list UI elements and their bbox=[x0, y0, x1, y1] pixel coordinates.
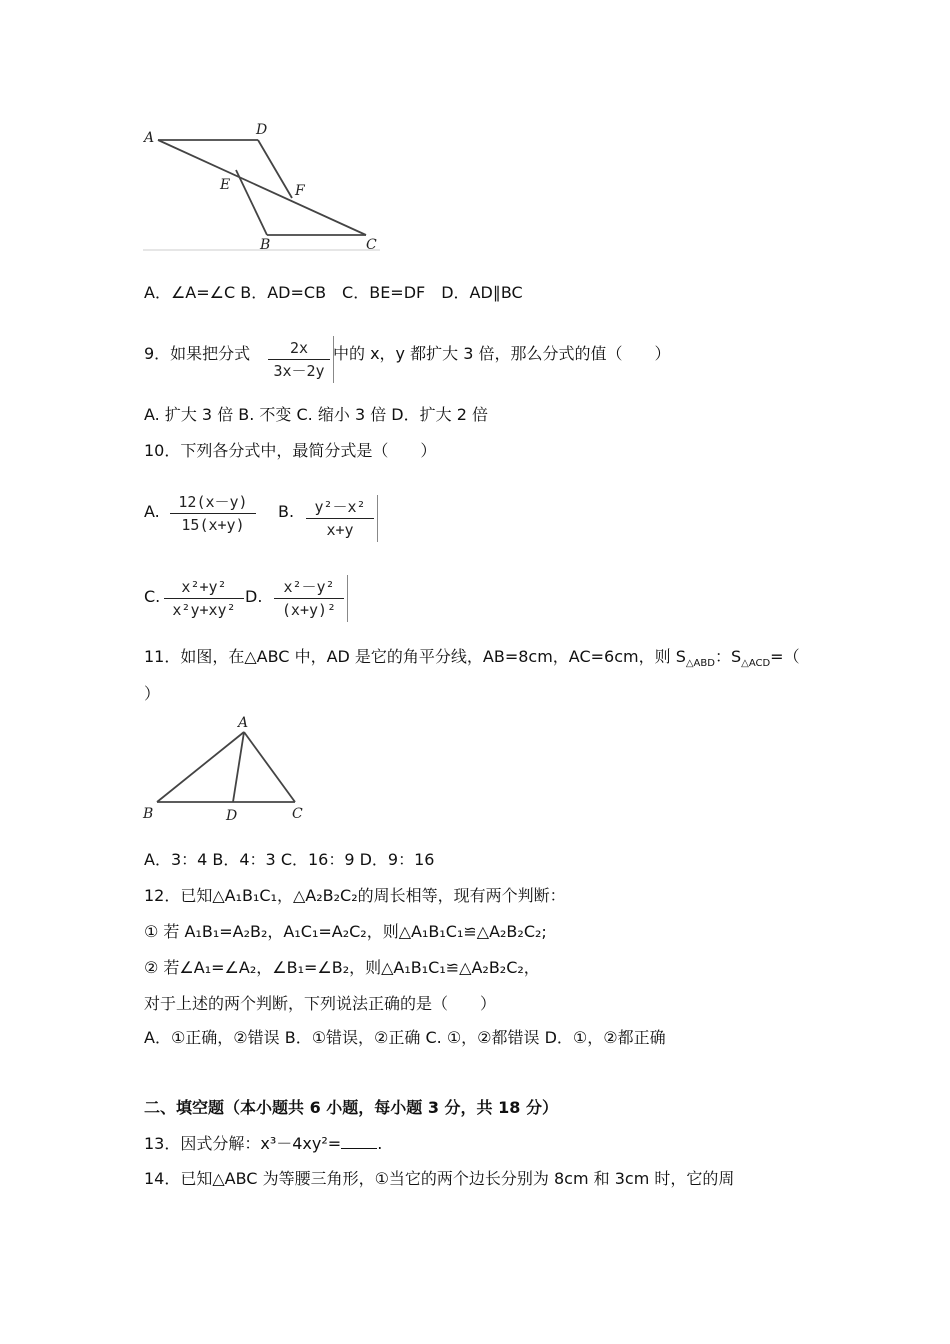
q9-stem-suffix: 中的 x，y 都扩大 3 倍，那么分式的值（ ） bbox=[333, 344, 671, 363]
label-a: A bbox=[238, 715, 249, 731]
q10-a-numerator: 12(x－y) bbox=[178, 493, 248, 511]
label-b: B bbox=[143, 806, 154, 822]
q11-options: A．3：4 B．4：3 C．16：9 D．9：16 bbox=[144, 850, 435, 869]
q14-stem: 14．已知△ABC 为等腰三角形，①当它的两个边长分别为 8cm 和 3cm 时，它的周 bbox=[144, 1169, 735, 1188]
q10-b-numerator: y²－x² bbox=[314, 498, 366, 516]
q12-question: 对于上述的两个判断，下列说法正确的是（ ） bbox=[144, 994, 497, 1013]
segment-ab bbox=[157, 732, 244, 802]
segment-df bbox=[258, 140, 292, 198]
label-f: F bbox=[295, 183, 305, 199]
label-e: E bbox=[220, 177, 231, 193]
q12-stem: 12．已知△A₁B₁C₁，△A₂B₂C₂的周长相等，现有两个判断： bbox=[144, 886, 566, 905]
q10-stem: 10．下列各分式中，最简分式是（ ） bbox=[144, 441, 437, 460]
q11-stem-line2: ） bbox=[144, 684, 161, 703]
q13-stem bbox=[144, 1133, 382, 1155]
q9-stem-prefix: 9．如果把分式 bbox=[144, 344, 251, 363]
q10-a-denominator: 15(x+y) bbox=[181, 516, 245, 534]
q10-option-a-label: A. bbox=[144, 502, 160, 521]
q11-stem-a: 11．如图，在△ABC 中，AD 是它的角平分线，AB=8cm，AC=6cm，则 S bbox=[144, 647, 686, 666]
segment-ac bbox=[158, 140, 366, 235]
q9-numerator: 2x bbox=[289, 339, 309, 357]
q11-sub-acd: △ACD bbox=[741, 658, 771, 670]
q11-stem bbox=[144, 646, 800, 675]
q13-suffix: . bbox=[377, 1134, 383, 1153]
q9-options: A. 扩大 3 倍 B. 不变 C. 缩小 3 倍 D．扩大 2 倍 bbox=[144, 405, 488, 424]
figure-q8 bbox=[140, 118, 390, 254]
q10-option-d-label: D. bbox=[245, 587, 263, 606]
q10-c-denominator: x²y+xy² bbox=[172, 601, 236, 619]
q10-d-denominator: (x+y)² bbox=[281, 601, 337, 619]
label-d: D bbox=[226, 808, 238, 824]
q10-option-d-fraction bbox=[274, 577, 344, 620]
q9-fraction bbox=[268, 338, 330, 381]
segment-ad bbox=[233, 732, 244, 802]
q10-d-numerator: x²－y² bbox=[283, 578, 335, 596]
section-2-heading: 二、填空题（本小题共 6 小题，每小题 3 分，共 18 分） bbox=[144, 1098, 558, 1117]
label-c: C bbox=[292, 806, 303, 822]
q11-sub-abd: △ABD bbox=[685, 658, 715, 670]
q8-options: A．∠A=∠C B．AD=CB C．BE=DF D．AD∥BC bbox=[144, 283, 523, 302]
figure-q11 bbox=[140, 712, 315, 827]
q10-option-b-label: B. bbox=[278, 502, 295, 521]
q10-b-denominator: x+y bbox=[326, 521, 354, 539]
label-c: C bbox=[366, 237, 377, 253]
q12-judgment-1: ① 若 A₁B₁=A₂B₂，A₁C₁=A₂C₂，则△A₁B₁C₁≌△A₂B₂C₂; bbox=[144, 922, 547, 941]
q11-stem-c: =（ bbox=[770, 647, 800, 666]
segment-ac bbox=[244, 732, 295, 802]
q12-judgment-2: ② 若∠A₁=∠A₂，∠B₁=∠B₂，则△A₁B₁C₁≌△A₂B₂C₂， bbox=[144, 958, 540, 977]
q10-option-c-fraction bbox=[164, 577, 244, 620]
q10-option-c-label: C. bbox=[144, 587, 161, 606]
label-a: A bbox=[144, 130, 155, 146]
q11-stem-b: ：S bbox=[714, 647, 742, 666]
q9-denominator: 3x－2y bbox=[273, 362, 325, 380]
q10-option-b-fraction bbox=[306, 497, 374, 540]
q10-option-a-fraction bbox=[170, 492, 256, 535]
label-b: B bbox=[260, 237, 271, 253]
segment-eb bbox=[236, 170, 267, 235]
q13-prefix: 13．因式分解：x³－4xy²= bbox=[144, 1134, 342, 1153]
label-d: D bbox=[256, 122, 268, 138]
q13-answer-blank[interactable] bbox=[341, 1134, 377, 1149]
q10-c-numerator: x²+y² bbox=[181, 578, 227, 596]
q12-options: A．①正确，②错误 B．①错误，②正确 C. ①，②都错误 D．①，②都正确 bbox=[144, 1028, 666, 1047]
